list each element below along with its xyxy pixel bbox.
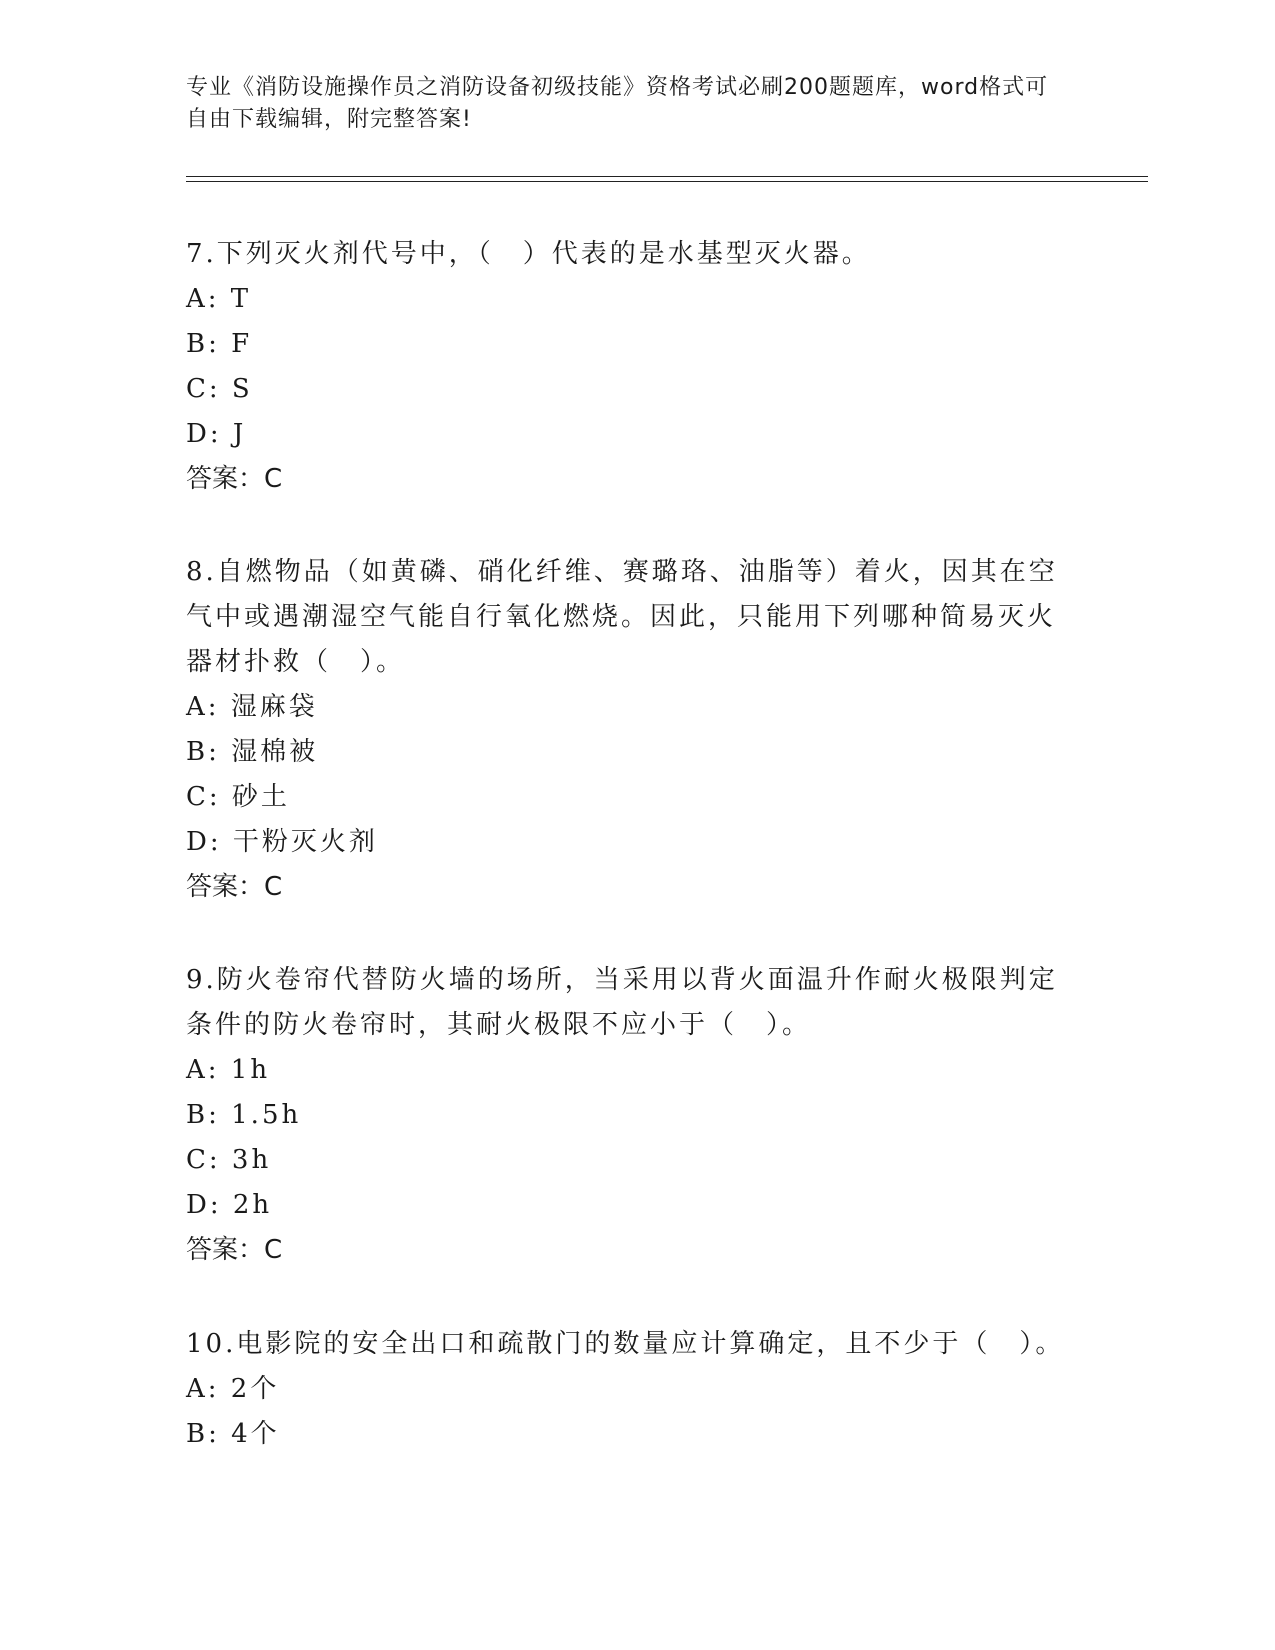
option-c: C: 3h — [186, 1145, 272, 1175]
header-divider-bottom — [186, 181, 1148, 182]
option-c: C: 砂土 — [186, 782, 290, 812]
option-d: D: J — [186, 419, 247, 449]
option-a: A: T — [186, 284, 252, 314]
option-d: D: 干粉灭火剂 — [186, 827, 378, 857]
question-stem: 8.自燃物品（如黄磷、硝化纤维、赛璐珞、油脂等）着火，因其在空气中或遇潮湿空气能自行氧化燃烧。因此，只能用下列哪种简易灭火器材扑救（ ）。 — [186, 557, 1058, 677]
option-a: A: 2个 — [186, 1374, 280, 1404]
answer: 答案：C — [186, 872, 283, 902]
header-divider-top — [186, 176, 1148, 177]
question-7 — [186, 232, 1066, 502]
answer: 答案：C — [186, 1235, 283, 1265]
document-header: 专业《消防设施操作员之消防设备初级技能》资格考试必刷200题题库，word格式可自由下载编辑，附完整答案! — [186, 75, 1049, 132]
question-stem: 10.电影院的安全出口和疏散门的数量应计算确定，且不少于（ ）。 — [186, 1329, 1065, 1359]
question-stem: 9.防火卷帘代替防火墙的场所，当采用以背火面温升作耐火极限判定条件的防火卷帘时，其耐火极限不应小于（ ）。 — [186, 965, 1058, 1040]
question-10 — [186, 1322, 1066, 1457]
question-8 — [186, 550, 1066, 910]
option-c: C: S — [186, 374, 253, 404]
answer: 答案：C — [186, 464, 283, 494]
option-b: B: F — [186, 329, 253, 359]
question-9 — [186, 958, 1066, 1273]
question-stem: 7.下列灭火剂代号中，（ ）代表的是水基型灭火器。 — [186, 239, 871, 269]
option-b: B: 1.5h — [186, 1100, 302, 1130]
option-d: D: 2h — [186, 1190, 273, 1220]
option-b: B: 湿棉被 — [186, 737, 319, 767]
option-a: A: 湿麻袋 — [186, 692, 318, 722]
option-a: A: 1h — [186, 1055, 271, 1085]
option-b: B: 4个 — [186, 1419, 280, 1449]
